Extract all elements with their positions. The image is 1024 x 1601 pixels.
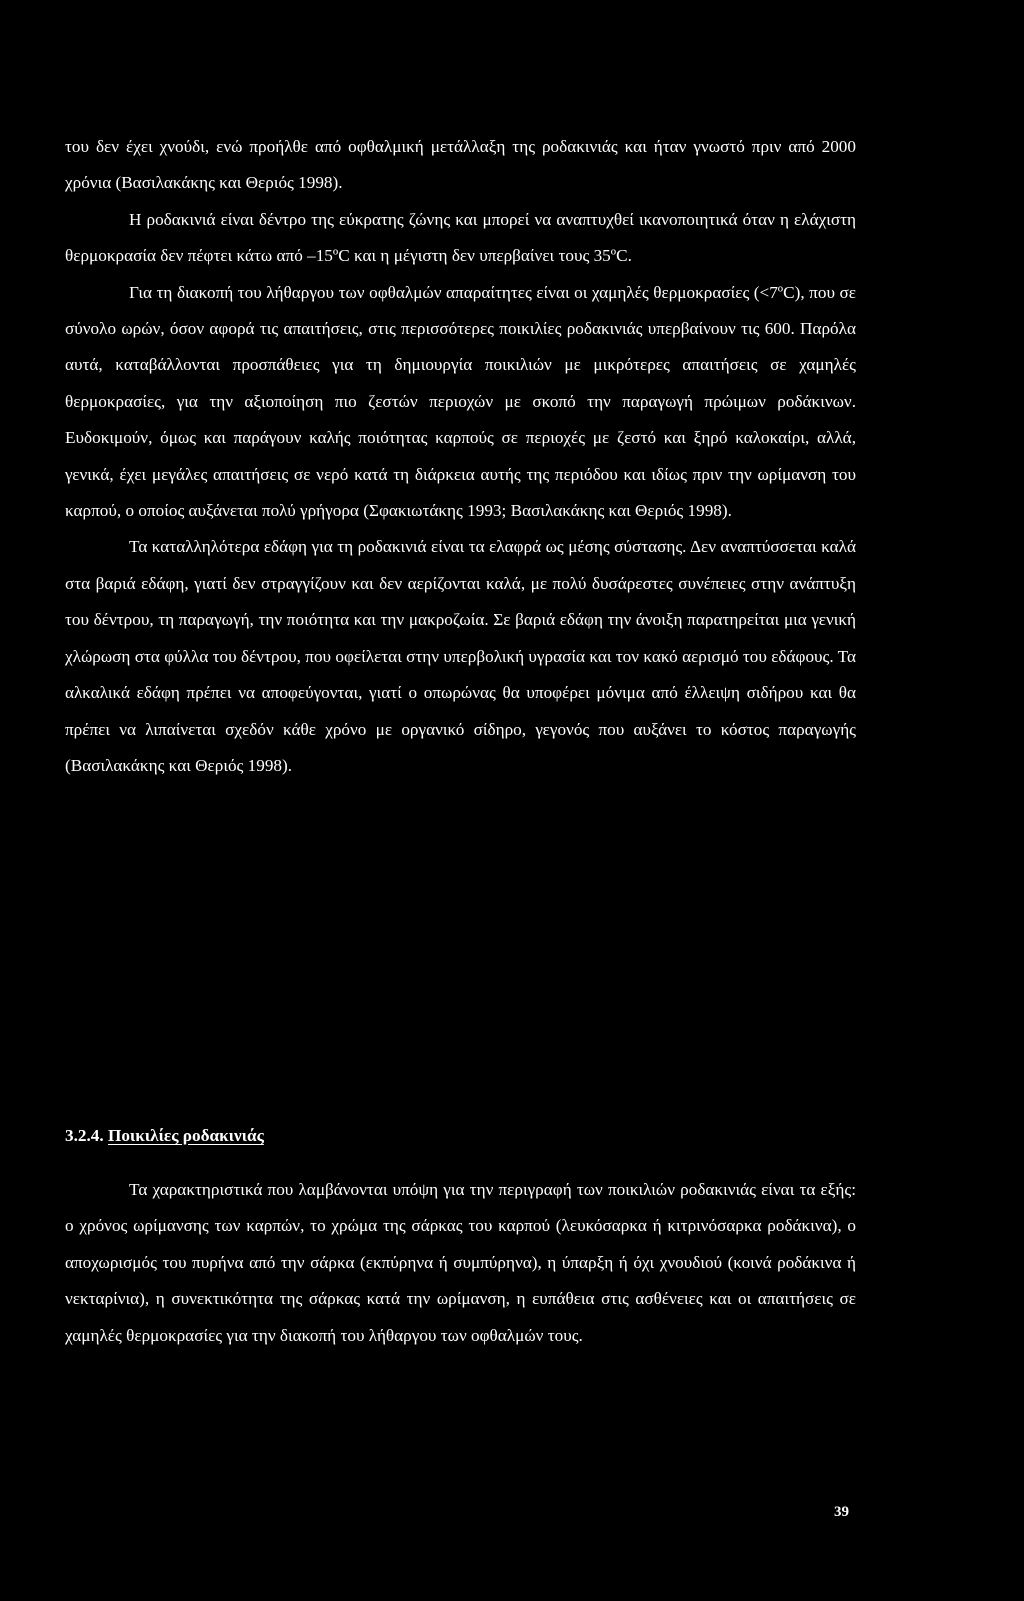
page-body bbox=[65, 129, 856, 1345]
section-body bbox=[65, 1172, 856, 1354]
paragraph-varieties: Τα χαρακτηριστικά που λαμβάνονται υπόψη για την περιγραφή των ποικιλιών ροδακινιάς είναι τα εξής: ο χρόνος ωρίμανσης των καρπών, το χρώμα της σάρκας του καρπού (λευκόσαρκα ή κιτρινόσαρκα ροδάκινα), ο αποχωρισμός του πυρήνα από την σάρκα (εκπύρηνα ή συμπύρηνα), η ύπαρξη ή όχι χνουδιού (κοινά ροδάκινα ή νεκταρίνια), η συνεκτικότητα της σάρκας κατά την ωρίμανση, η ευπάθεια στις ασθένειες και οι απαιτήσεις σε χαμηλές θερμοκρασίες για την διακοπή του λήθαργου των οφθαλμών τους. bbox=[65, 1180, 856, 1345]
paragraph-climate: Η ροδακινιά είναι δέντρο της εύκρατης ζώνης και μπορεί να αναπτυχθεί ικανοποιητικά όταν η ελάχιστη θερμοκρασία δεν πέφτει κάτω από –15ºC και η μέγιστη δεν υπερβαίνει τους 35ºC. bbox=[65, 209, 856, 266]
paragraph-chilling: Για τη διακοπή του λήθαργου των οφθαλμών απαραίτητες είναι οι χαμηλές θερμοκρασίες (<7ºC), που σε σύνολο ωρών, όσον αφορά τις απαιτήσεις, στις περισσότερες ποικιλίες ροδακινιάς υπερβαίνουν τις 600. Παρόλα αυτά, καταβάλλονται προσπάθειες για τη δημιουργία ποικιλιών με μικρότερες απαιτήσεις σε χαμηλές θερμοκρασίες, για την αξιοποίηση πιο ζεστών περιοχών με σκοπό την παραγωγή πρώιμων ροδάκινων. Ευδοκιμούν, όμως και παράγουν καλής ποιότητας καρπούς σε περιοχές με ζεστό και ξηρό καλοκαίρι, αλλά, γενικά, έχει μεγάλες απαιτήσεις σε νερό κατά τη διάρκεια αυτής της περιόδου και ιδίως πριν την ωρίμανση του καρπού, ο οποίος αυξάνεται πολύ γρήγορα (Σφακιωτάκης 1993; Βασιλακάκης και Θεριός 1998). bbox=[65, 282, 856, 521]
section-title: Ποικιλίες ροδακινιάς bbox=[107, 1126, 264, 1145]
page-number: 39 bbox=[834, 1504, 849, 1520]
paragraph-continuation: του δεν έχει χνούδι, ενώ προήλθε από οφθαλμική μετάλλαξη της ροδακινιάς και ήταν γνωστό πριν από 2000 χρόνια (Βασιλακάκης και Θεριός 1998). bbox=[65, 137, 856, 193]
section-heading bbox=[65, 1118, 264, 1154]
paragraph-soils: Τα καταλληλότερα εδάφη για τη ροδακινιά είναι τα ελαφρά ως μέσης σύστασης. Δεν αναπτύσσεται καλά στα βαριά εδάφη, γιατί δεν στραγγίζουν και δεν αερίζονται καλά, με πολύ δυσάρεστες συνέπειες στην ανάπτυξη του δέντρου, τη παραγωγή, την ποιότητα και την μακροζωία. Σε βαριά εδάφη την άνοιξη παρατηρείται μια γενική χλώρωση στα φύλλα του δέντρου, που οφείλεται στην υπερβολική υγρασία και τον κακό αερισμό του εδάφους. Τα αλκαλικά εδάφη πρέπει να αποφεύγονται, γιατί ο οπωρώνας θα υποφέρει μόνιμα από έλλειψη σιδήρου και θα πρέπει να λιπαίνεται σχεδόν κάθε χρόνο με οργανικό σίδηρο, γεγονός που αυξάνει το κόστος παραγωγής (Βασιλακάκης και Θεριός 1998). bbox=[65, 537, 856, 775]
section-number: 3.2.4. bbox=[65, 1126, 104, 1145]
